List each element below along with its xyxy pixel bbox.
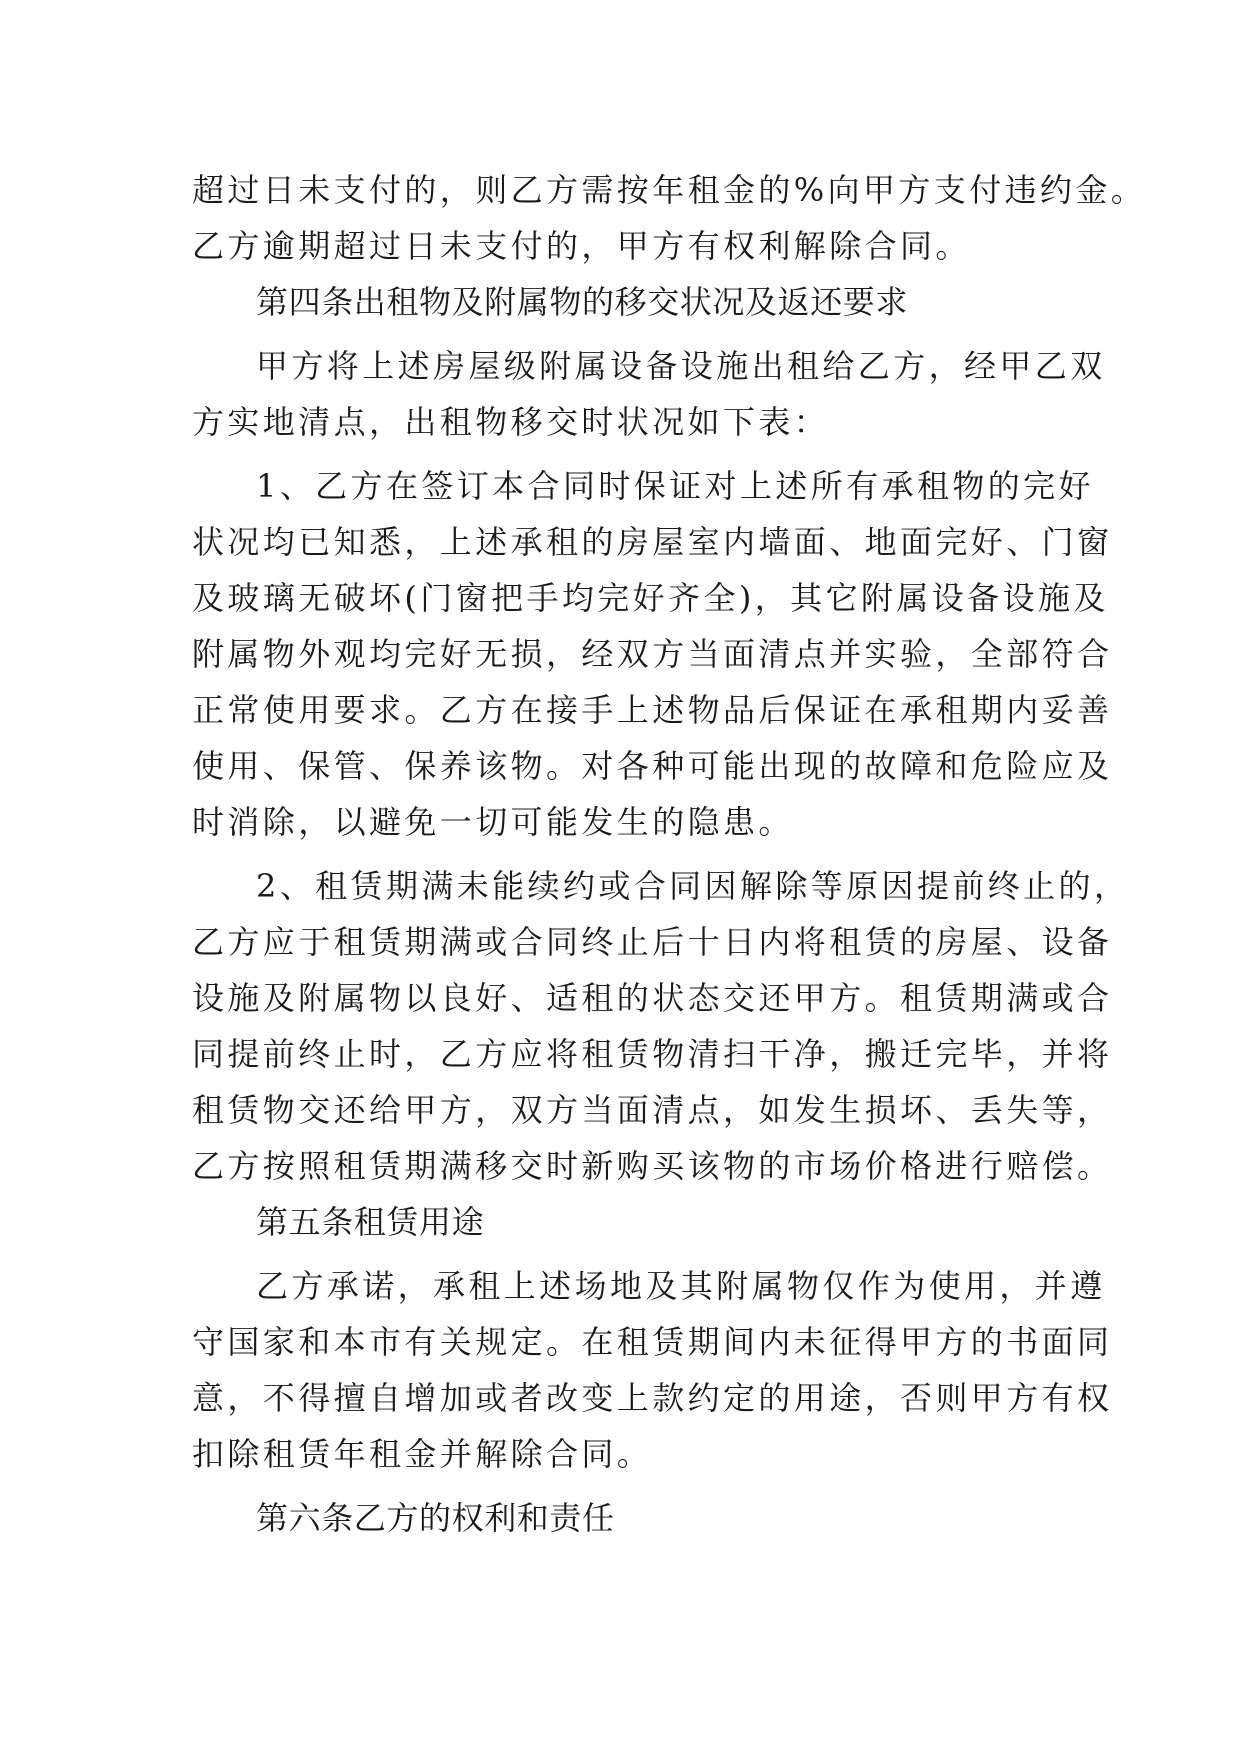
text-line: 使用、保管、保养该物。对各种可能出现的故障和危险应及 bbox=[192, 747, 1113, 785]
text-line: 设施及附属物以良好、适租的状态交还甲方。租赁期满或合 bbox=[192, 979, 1113, 1017]
text-line: 扣除租赁年租金并解除合同。 bbox=[192, 1435, 653, 1473]
text-line: 乙方逾期超过日未支付的，甲方有权利解除合同。 bbox=[192, 227, 971, 265]
text-line: 同提前终止时，乙方应将租赁物清扫干净，搬迁完毕，并将 bbox=[192, 1035, 1113, 1073]
text-line: 方实地清点，出租物移交时状况如下表： bbox=[192, 403, 830, 441]
text-line: 时消除，以避免一切可能发生的隐患。 bbox=[192, 803, 794, 841]
text-line: 状况均已知悉，上述承租的房屋室内墙面、地面完好、门窗 bbox=[192, 523, 1113, 561]
text-line: 附属物外观均完好无损，经双方当面清点并实验，全部符合 bbox=[192, 635, 1113, 673]
text-line: 正常使用要求。乙方在接手上述物品后保证在承租期内妥善 bbox=[192, 691, 1113, 729]
text-line: 守国家和本市有关规定。在租赁期间内未征得甲方的书面同 bbox=[192, 1323, 1113, 1361]
text-line: 意，不得擅自增加或者改变上款约定的用途，否则甲方有权 bbox=[192, 1379, 1113, 1417]
section-heading: 第六条乙方的权利和责任 bbox=[256, 1499, 615, 1537]
text-line: 1、乙方在签订本合同时保证对上述所有承租物的完好 bbox=[256, 467, 1094, 505]
section-heading: 第五条租赁用途 bbox=[256, 1203, 485, 1241]
text-line: 乙方承诺，承租上述场地及其附属物仅作为使用，并遵 bbox=[256, 1267, 1106, 1305]
section-heading: 第四条出租物及附属物的移交状况及返还要求 bbox=[256, 283, 909, 321]
text-line: 2、租赁期满未能续约或合同因解除等原因提前终止的， bbox=[256, 867, 1130, 905]
text-line: 乙方按照租赁期满移交时新购买该物的市场价格进行赔偿。 bbox=[192, 1147, 1113, 1185]
text-line: 租赁物交还给甲方，双方当面清点，如发生损坏、丢失等， bbox=[192, 1091, 1113, 1129]
text-line: 甲方将上述房屋级附属设备设施出租给乙方，经甲乙双 bbox=[256, 347, 1106, 385]
text-line: 超过日未支付的，则乙方需按年租金的%向甲方支付违约金。 bbox=[192, 171, 1147, 209]
text-line: 乙方应于租赁期满或合同终止后十日内将租赁的房屋、设备 bbox=[192, 923, 1113, 961]
text-line: 及玻璃无破坏(门窗把手均完好齐全)，其它附属设备设施及 bbox=[192, 579, 1109, 617]
